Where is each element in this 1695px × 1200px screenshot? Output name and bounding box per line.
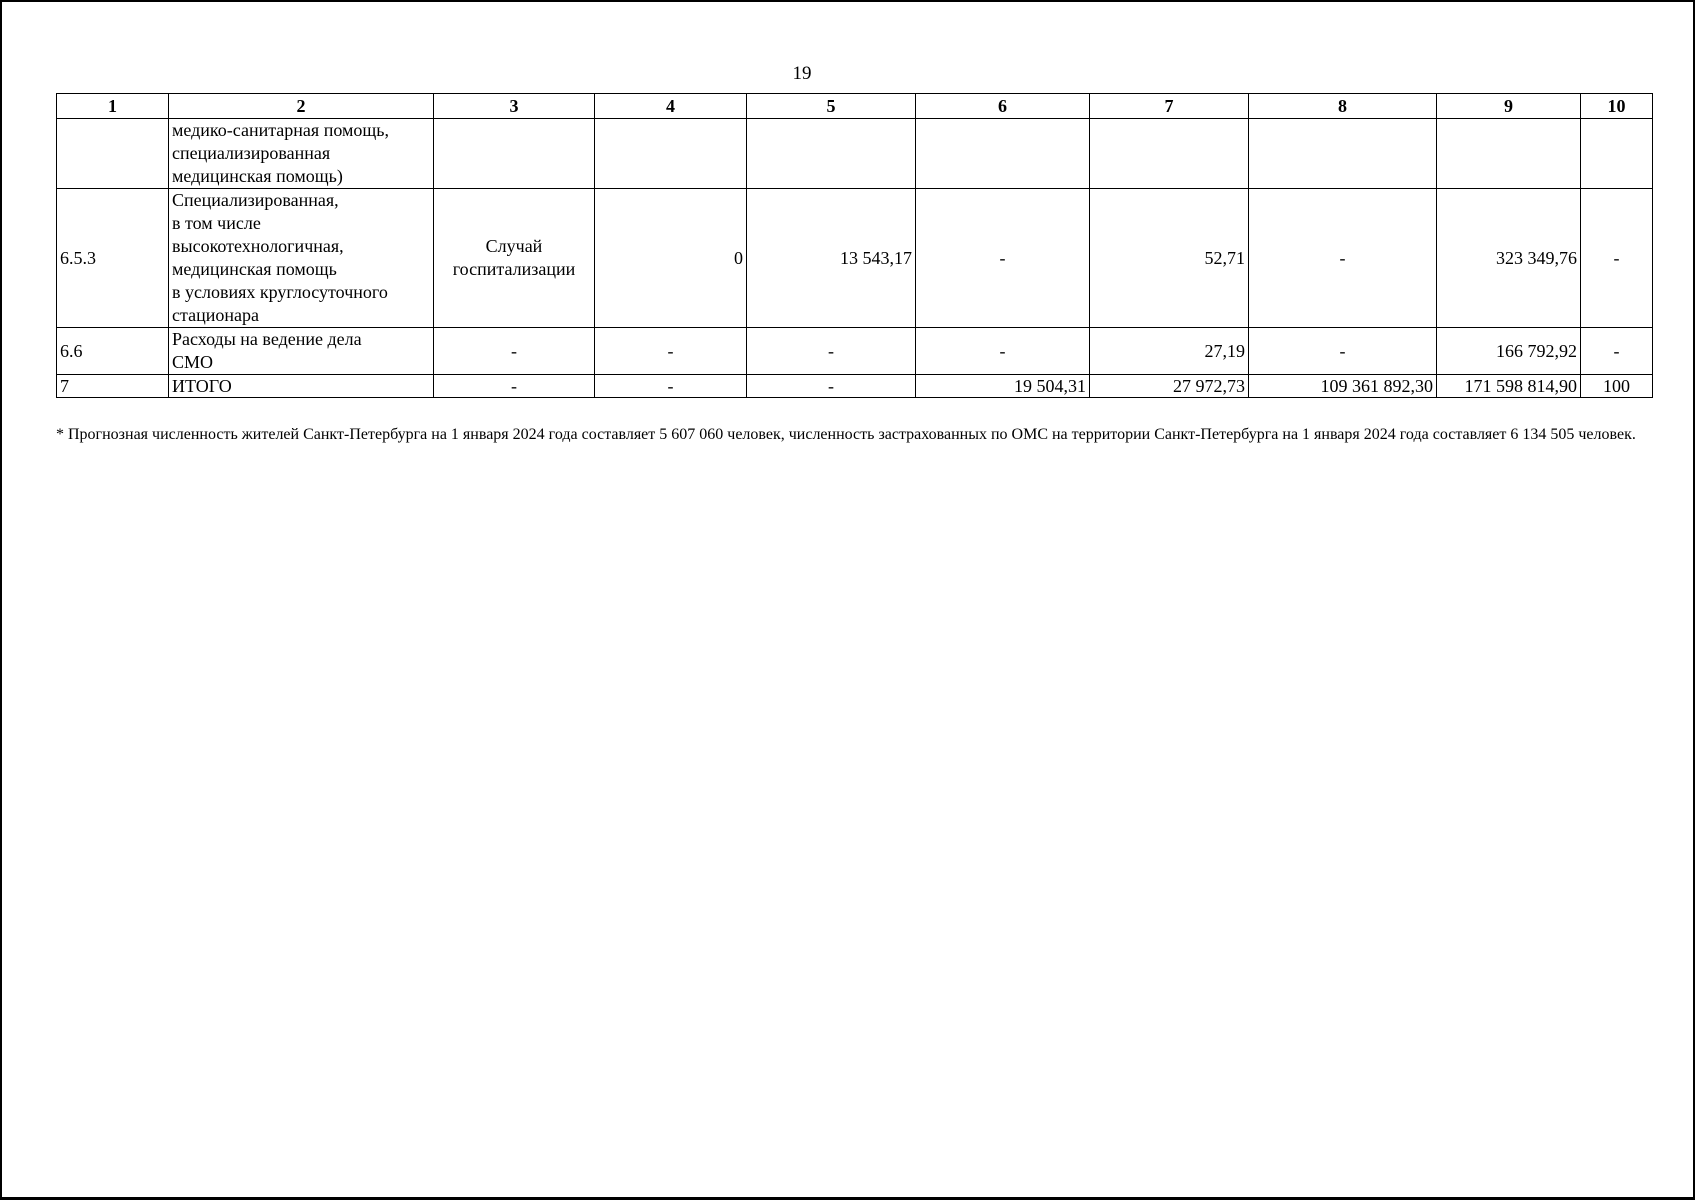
table-cell: - bbox=[595, 375, 747, 398]
column-header: 6 bbox=[916, 94, 1090, 119]
table-cell bbox=[1090, 119, 1249, 189]
table-row bbox=[57, 189, 1653, 328]
table-cell: 171 598 814,90 bbox=[1437, 375, 1581, 398]
column-header: 5 bbox=[747, 94, 916, 119]
table-cell bbox=[595, 119, 747, 189]
row-number: 6.6 bbox=[57, 328, 169, 375]
column-header: 2 bbox=[169, 94, 434, 119]
row-number bbox=[57, 119, 169, 189]
table-cell: - bbox=[1249, 328, 1437, 375]
table-cell: 27,19 bbox=[1090, 328, 1249, 375]
table-cell: 13 543,17 bbox=[747, 189, 916, 328]
table-cell: - bbox=[747, 375, 916, 398]
table-cell: 109 361 892,30 bbox=[1249, 375, 1437, 398]
table-cell: 100 bbox=[1581, 375, 1653, 398]
row-description: ИТОГО bbox=[169, 375, 434, 398]
table-cell: Случай госпитализации bbox=[434, 189, 595, 328]
footnote: * Прогнозная численность жителей Санкт-Петербурга на 1 января 2024 года составляет 5 607 060 человек, численность застрахованных по ОМС на территории Санкт-Петербурга на 1 января 2024 года составляет 6 134 505 человек. bbox=[56, 426, 1636, 443]
column-header: 9 bbox=[1437, 94, 1581, 119]
table-row-total bbox=[57, 375, 1653, 398]
table-cell bbox=[434, 119, 595, 189]
column-header: 1 bbox=[57, 94, 169, 119]
table-cell bbox=[1581, 119, 1653, 189]
row-number: 7 bbox=[57, 375, 169, 398]
row-number: 6.5.3 bbox=[57, 189, 169, 328]
data-table bbox=[56, 93, 1653, 398]
column-header: 8 bbox=[1249, 94, 1437, 119]
row-description: медико-санитарная помощь, специализированная медицинская помощь) bbox=[169, 119, 434, 189]
table-cell bbox=[1437, 119, 1581, 189]
table-cell: - bbox=[1249, 189, 1437, 328]
table-cell: 19 504,31 bbox=[916, 375, 1090, 398]
table-cell: 166 792,92 bbox=[1437, 328, 1581, 375]
row-description: Специализированная, в том числе высокотехнологичная, медицинская помощь в условиях круглосуточного стационара bbox=[169, 189, 434, 328]
table-cell: 0 bbox=[595, 189, 747, 328]
table-cell: - bbox=[1581, 328, 1653, 375]
table-row bbox=[57, 119, 1653, 189]
table-cell: 323 349,76 bbox=[1437, 189, 1581, 328]
table-cell: - bbox=[434, 328, 595, 375]
table-cell: - bbox=[595, 328, 747, 375]
table-cell: 27 972,73 bbox=[1090, 375, 1249, 398]
table-cell bbox=[747, 119, 916, 189]
column-header: 4 bbox=[595, 94, 747, 119]
table-cell: 52,71 bbox=[1090, 189, 1249, 328]
table-cell: - bbox=[1581, 189, 1653, 328]
page-number: 19 bbox=[792, 63, 812, 84]
column-header: 10 bbox=[1581, 94, 1653, 119]
table-cell: - bbox=[916, 189, 1090, 328]
table-cell: - bbox=[916, 328, 1090, 375]
table-cell bbox=[916, 119, 1090, 189]
column-header: 7 bbox=[1090, 94, 1249, 119]
table-row bbox=[57, 328, 1653, 375]
table-cell: - bbox=[747, 328, 916, 375]
table-cell: - bbox=[434, 375, 595, 398]
row-description: Расходы на ведение дела СМО bbox=[169, 328, 434, 375]
column-header: 3 bbox=[434, 94, 595, 119]
table-header-row bbox=[57, 94, 1653, 119]
table-cell bbox=[1249, 119, 1437, 189]
